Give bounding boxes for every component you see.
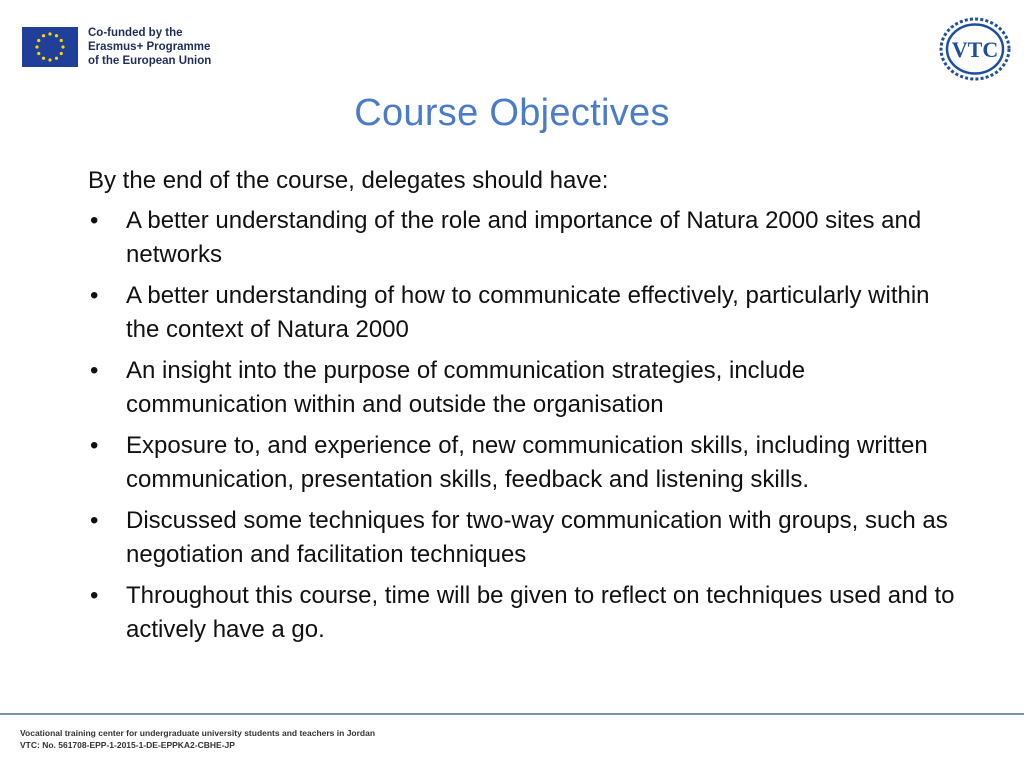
footer-divider: [0, 713, 1024, 715]
bullet-glyph: •: [90, 357, 99, 384]
eu-star-icon: [55, 57, 58, 60]
list-item: [88, 504, 968, 572]
intro-text: By the end of the course, delegates should have:: [88, 167, 609, 194]
list-item-text: Exposure to, and experience of, new communication skills, including written communication, presentation skills, feedback and listening skills.: [126, 432, 928, 493]
eu-logo: [22, 26, 211, 68]
list-item: [88, 579, 968, 647]
eu-star-icon: [48, 58, 51, 61]
bullet-glyph: •: [90, 207, 99, 234]
eu-logo-text: [88, 26, 211, 68]
list-item-text: A better understanding of how to communicate effectively, particularly within the context of Natura 2000: [126, 282, 930, 343]
eu-star-icon: [61, 45, 64, 48]
slide-body: [88, 164, 968, 654]
list-item-text: A better understanding of the role and importance of Natura 2000 sites and networks: [126, 207, 922, 268]
eu-star-icon: [55, 34, 58, 37]
list-item: [88, 279, 968, 347]
list-item: [88, 429, 968, 497]
vtc-logo-icon: [938, 16, 1012, 82]
vtc-logo-text: VTC: [951, 37, 999, 62]
footer: [20, 727, 375, 751]
footer-line-2: VTC: No. 561708-EPP-1-2015-1-DE-EPPKA2-CBHE-JP: [20, 740, 235, 750]
list-item-text: Discussed some techniques for two-way communication with groups, such as negotiation and facilitation techniques: [126, 507, 948, 568]
list-item: [88, 354, 968, 422]
eu-star-icon: [37, 39, 40, 42]
footer-line-1: Vocational training center for undergraduate university students and teachers in Jordan: [20, 728, 376, 738]
bullet-glyph: •: [90, 282, 99, 309]
eu-flag-icon: [22, 27, 78, 67]
eu-logo-line: Co-funded by the: [88, 27, 183, 39]
eu-logo-line: Erasmus+ Programme: [88, 41, 211, 53]
bullet-glyph: •: [90, 582, 99, 609]
eu-star-icon: [42, 57, 45, 60]
eu-star-icon: [35, 45, 38, 48]
eu-logo-line: of the European Union: [88, 55, 212, 67]
eu-star-icon: [48, 32, 51, 35]
bullet-glyph: •: [90, 507, 99, 534]
bullet-glyph: •: [90, 432, 99, 459]
eu-star-icon: [60, 39, 63, 42]
eu-star-icon: [60, 52, 63, 55]
list-item-text: Throughout this course, time will be given to reflect on techniques used and to actively have a go.: [126, 582, 955, 643]
objectives-list: [88, 204, 968, 647]
eu-star-icon: [42, 34, 45, 37]
eu-star-icon: [37, 52, 40, 55]
list-item-text: An insight into the purpose of communication strategies, include communication within and outside the organisation: [126, 357, 806, 418]
list-item: [88, 204, 968, 272]
page-title: Course Objectives: [354, 92, 670, 134]
